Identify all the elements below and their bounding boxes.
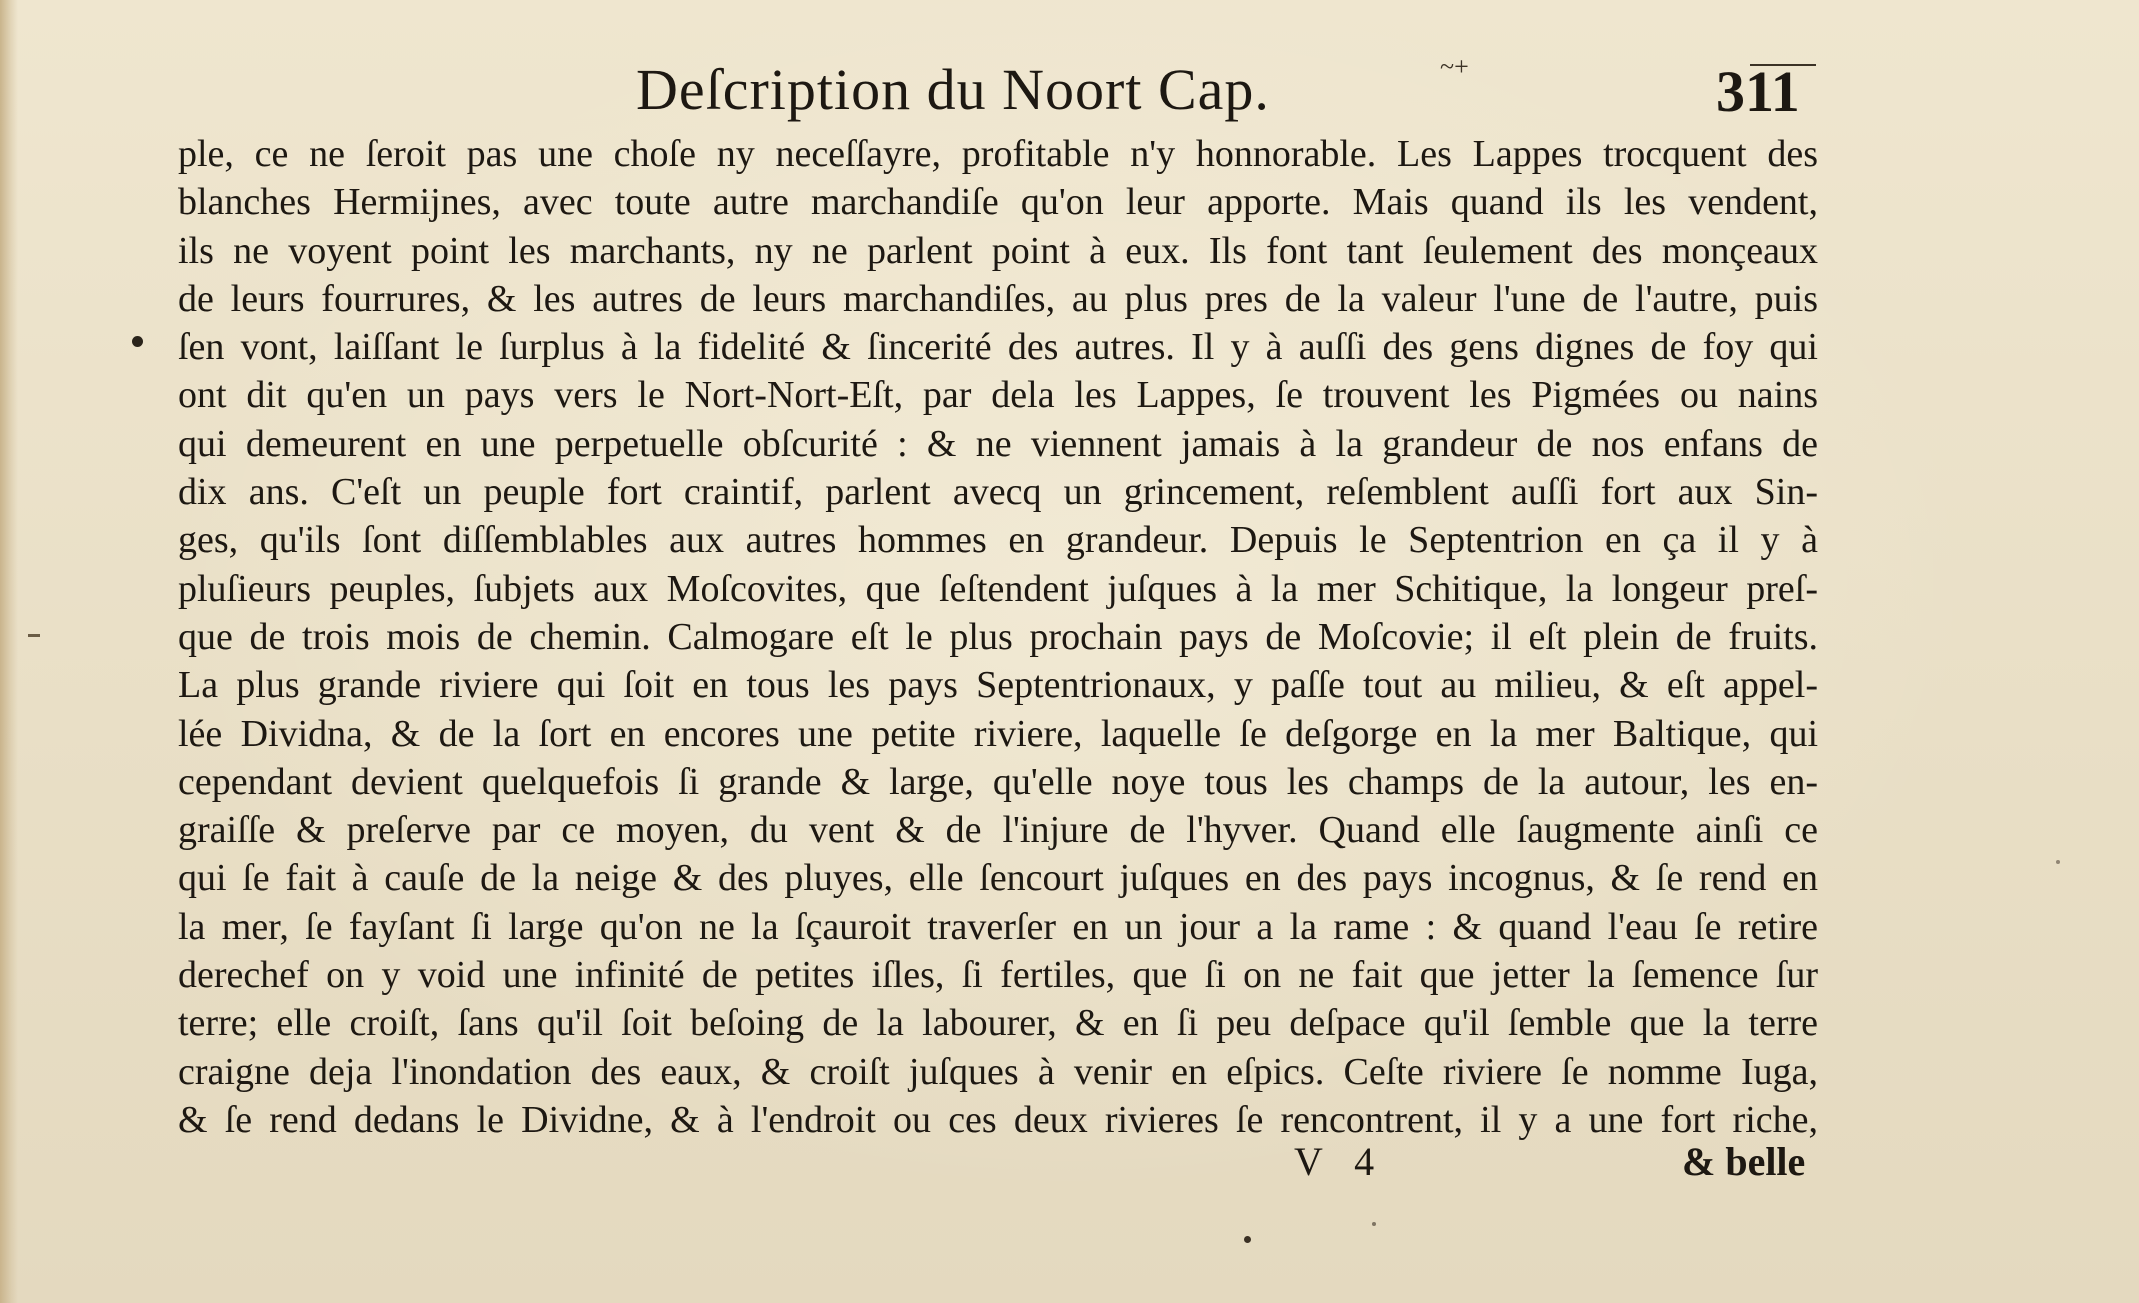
text-line: blanches Hermijnes, avec toute autre marchandiſe qu'on leur apporte. Mais quand ils les vendent, [178,181,1818,224]
text-line: la mer, ſe fayſant ſi large qu'on ne la ſçauroit traverſer en un jour a la rame : & quand l'eau ſe retire [178,905,1818,948]
ink-speck [2056,860,2060,864]
margin-dot-mark [132,336,143,347]
text-line: ſen vont, laiſſant le ſurplus à la fidelité & ſincerité des autres. Il y à auſſi des gens dignes de foy qui [178,326,1818,369]
text-line: de leurs fourrures, & les autres de leurs marchandiſes, au plus pres de la valeur l'une de l'autre, puis [178,277,1818,320]
page-number: 311 [1716,59,1800,124]
text-line: derechef on y void une infinité de petites iſles, ſi fertiles, que ſi on ne fait que jetter la ſemence ſur [178,954,1818,997]
text-line: La plus grande riviere qui ſoit en tous les pays Septentrionaux, y paſſe tout au milieu, & eſt appel- [178,664,1818,707]
running-title: Deſcription du Noort Cap. [636,57,1270,122]
page-footer [0,1138,2139,1198]
text-line: lée Dividna, & de la ſort en encores une petite riviere, laquelle ſe deſgorge en la mer Baltique, qui [178,712,1818,755]
signature-mark: V 4 [1294,1139,1375,1184]
text-line: dix ans. C'eſt un peuple fort craintif, parlent avecq un grincement, reſemblent auſſi fort aux Sin- [178,471,1818,514]
header-ornament: ~+ [1440,52,1469,81]
text-line: qui ſe fait à cauſe de la neige & des pluyes, elle ſencourt juſques en des pays incognus, & ſe rend en [178,857,1818,900]
text-line: que de trois mois de chemin. Calmogare eſt le plus prochain pays de Moſcovie; il eſt plein de fruits. [178,615,1818,658]
text-line: cependant devient quelquefois ſi grande & large, qu'elle noye tous les champs de la autour, les en- [178,760,1818,803]
ink-speck [1244,1236,1251,1243]
text-line: ple, ce ne ſeroit pas une choſe ny neceſſayre, profitable n'y honnorable. Les Lappes trocquent des [178,133,1818,175]
catchword: & belle [1682,1139,1806,1184]
margin-dash-mark [28,634,40,637]
text-line: craigne deja l'inondation des eaux, & croiſt juſques à venir en eſpics. Ceſte riviere ſe nomme Iuga, [178,1050,1818,1093]
ink-speck [1372,1222,1376,1226]
page-gutter-edge [0,0,18,1303]
text-line: ges, qu'ils ſont diſſemblables aux autres hommes en grandeur. Depuis le Septentrion en ça il y à [178,519,1818,562]
text-line: qui demeurent en une perpetuelle obſcurité : & ne viennent jamais à la grandeur de nos enfans de [178,422,1818,465]
text-line: graiſſe & preſerve par ce moyen, du vent & de l'injure de l'hyver. Quand elle ſaugmente ainſi ce [178,809,1818,852]
text-line: pluſieurs peuples, ſubjets aux Moſcovites, que ſeſtendent juſques à la mer Schitique, la longeur preſ- [178,567,1818,610]
text-line: ils ne voyent point les marchants, ny ne parlent point à eux. Ils font tant ſeulement des monçeaux [178,229,1818,272]
page-header [0,52,2139,132]
body-text [178,130,1818,1144]
text-line: ont dit qu'en un pays vers le Nort-Nort-Eſt, par dela les Lappes, ſe trouvent les Pigmées ou nains [178,374,1818,417]
text-line: terre; elle croiſt, ſans qu'il ſoit beſoing de la labourer, & en ſi peu deſpace qu'il ſemble que la terre [178,1002,1818,1045]
text-line: & ſe rend dedans le Dividne, & à l'endroit ou ces deux rivieres ſe rencontrent, il y a une fort riche, [178,1098,1818,1141]
